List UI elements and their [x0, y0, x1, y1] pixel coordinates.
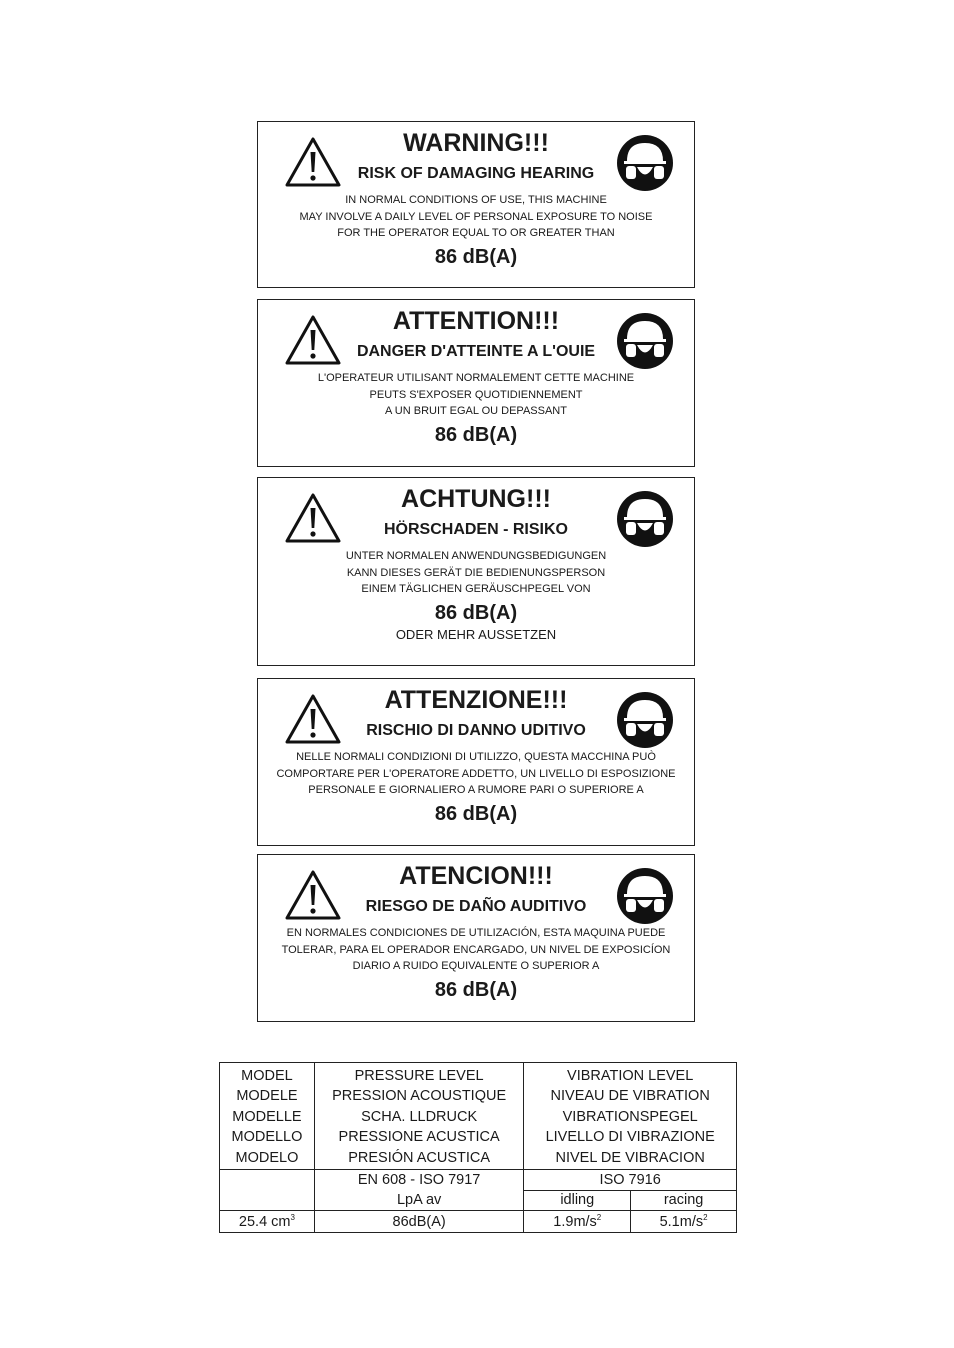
pressure-standard-cell [314, 1170, 523, 1211]
idling-unit-sup: 2 [596, 1212, 602, 1222]
label-body-line: FOR THE OPERATOR EQUAL TO OR GREATER THAN [337, 227, 615, 239]
label-footer: ODER MEHR AUSSETZEN [395, 626, 557, 642]
noise-level: 86 dB(A) [434, 802, 518, 825]
warning-triangle-icon [284, 693, 342, 745]
warning-label-en [257, 121, 695, 288]
model-header-line: MODELE [236, 1088, 298, 1105]
pressure-value: 86dB(A) [314, 1211, 523, 1233]
label-body-line: COMPORTARE PER L'OPERATORE ADDETTO, UN LIVELLO DI ESPOSIZIONE [276, 767, 676, 780]
idling-value-cell [524, 1211, 631, 1233]
pressure-unit: LpA av [396, 1192, 442, 1209]
standards-row [220, 1170, 737, 1191]
idling-label: idling [524, 1190, 631, 1211]
warning-label-es [257, 854, 695, 1022]
pressure-header-line: SCHA. LLDRUCK [361, 1108, 478, 1125]
vibration-header-cell [524, 1063, 737, 1170]
label-body-line: L'OPERATEUR UTILISANT NORMALEMENT CETTE MACHINE [317, 372, 635, 384]
noise-level: 86 dB(A) [434, 601, 518, 624]
model-unit-sup: 3 [290, 1212, 295, 1222]
label-body-line: A UN BRUIT EGAL OU DEPASSANT [385, 405, 567, 417]
pressure-header-line: PRESIÓN ACUSTICA [348, 1149, 491, 1166]
label-body [258, 192, 694, 242]
label-body-line: EN NORMALES CONDICIONES DE UTILIZACIÓN, ESTA MAQUINA PUEDE [286, 927, 666, 939]
pressure-header-line: PRESSURE LEVEL [354, 1068, 484, 1084]
label-body-line: PEUTS S'EXPOSER QUOTIDIENNEMENT [369, 388, 583, 401]
warning-label-fr [257, 299, 695, 467]
label-body-line: DIARIO A RUIDO EQUIVALENTE O SUPERIOR A [352, 960, 600, 972]
racing-unit-sup: 2 [703, 1212, 708, 1222]
idling-value: 1.9m/s [553, 1213, 597, 1230]
pressure-standard: EN 608 - ISO 7917 [357, 1172, 481, 1189]
label-body-line: PERSONALE E GIORNALIERO A RUMORE PARI O SUPERIORE A [308, 784, 644, 796]
pressure-header-line: PRESSION ACOUSTIQUE [332, 1088, 507, 1105]
label-body-line: KANN DIESES GERÄT DIE BEDIENUNGSPERSON [346, 566, 606, 579]
hearing-protection-icon [616, 691, 674, 749]
noise-level: 86 dB(A) [434, 978, 518, 1001]
warning-label-it [257, 678, 695, 846]
pressure-header-line: PRESSIONE ACUSTICA [338, 1129, 500, 1146]
vibration-header-line: NIVEL DE VIBRACION [555, 1149, 705, 1166]
vibration-header-line: VIBRATIONSPEGEL [562, 1108, 698, 1125]
label-body-line: TOLERAR, PARA EL OPERADOR ENCARGADO, UN NIVEL DE EXPOSICÍON [281, 943, 671, 956]
label-body-line: EINEM TÄGLICHEN GERÄUSCHPEGEL VON [361, 583, 591, 595]
model-header-line: MODEL [241, 1068, 293, 1084]
model-header-line: MODELLE [232, 1108, 302, 1125]
model-value-cell [220, 1211, 315, 1233]
racing-value-cell [631, 1211, 737, 1233]
vibration-header-line: LIVELLO DI VIBRAZIONE [545, 1129, 715, 1146]
hearing-protection-icon [616, 867, 674, 925]
label-title: ATTENZIONE!!! [384, 686, 568, 714]
label-title: ATENCION!!! [399, 862, 553, 890]
noise-level: 86 dB(A) [434, 245, 518, 268]
warning-triangle-icon [284, 492, 342, 544]
model-header-line: MODELO [235, 1149, 299, 1166]
table-row [220, 1211, 737, 1233]
vibration-header-line: VIBRATION LEVEL [567, 1068, 694, 1084]
model-header-line: MODELLO [231, 1129, 303, 1146]
label-body-line: IN NORMAL CONDITIONS OF USE, THIS MACHINE [345, 194, 607, 206]
hearing-protection-icon [616, 490, 674, 548]
pressure-header-cell [314, 1063, 523, 1170]
hearing-protection-icon [616, 312, 674, 370]
vibration-standard: ISO 7916 [524, 1170, 737, 1191]
warning-triangle-icon [284, 869, 342, 921]
hearing-protection-icon [616, 134, 674, 192]
label-subtitle: RIESGO DE DAÑO AUDITIVO [365, 898, 587, 915]
table-header-row [220, 1063, 737, 1170]
spec-table [219, 1062, 737, 1233]
vibration-header-line: NIVEAU DE VIBRATION [550, 1088, 710, 1105]
model-header-cell [220, 1063, 315, 1170]
noise-level: 86 dB(A) [434, 423, 518, 446]
label-subtitle: DANGER D'ATTEINTE A L'OUIE [356, 343, 596, 360]
label-body-line: NELLE NORMALI CONDIZIONI DI UTILIZZO, QUESTA MACCHINA PUÒ [296, 751, 656, 763]
label-body-line: MAY INVOLVE A DAILY LEVEL OF PERSONAL EXPOSURE TO NOISE [299, 210, 653, 223]
racing-label: racing [631, 1190, 737, 1211]
empty-cell [220, 1170, 315, 1211]
label-body [258, 749, 694, 799]
label-title: ACHTUNG!!! [401, 485, 551, 513]
label-subtitle: RISCHIO DI DANNO UDITIVO [366, 722, 586, 739]
label-subtitle: HÖRSCHADEN - RISIKO [383, 521, 568, 538]
label-body [258, 370, 694, 420]
label-body-line: UNTER NORMALEN ANWENDUNGSBEDIGUNGEN [345, 550, 607, 562]
label-body [258, 925, 694, 975]
warning-triangle-icon [284, 136, 342, 188]
label-title: ATTENTION!!! [392, 307, 560, 335]
label-title: WARNING!!! [403, 129, 549, 157]
warning-triangle-icon [284, 314, 342, 366]
label-subtitle: RISK OF DAMAGING HEARING [357, 165, 595, 182]
model-value: 25.4 cm [238, 1213, 291, 1230]
racing-value: 5.1m/s [659, 1213, 704, 1230]
label-body [258, 548, 694, 598]
warning-label-de [257, 477, 695, 666]
